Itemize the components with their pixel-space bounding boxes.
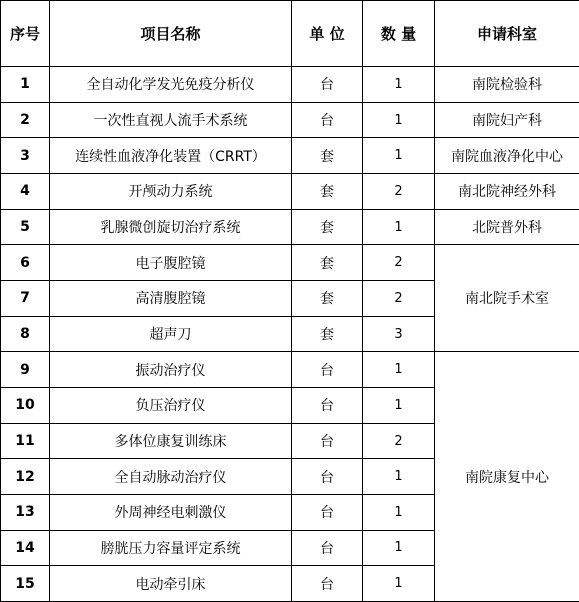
row-unit: 台 [292, 423, 363, 459]
row-name: 超声刀 [50, 316, 292, 352]
row-qty: 1 [363, 566, 435, 602]
header-no: 序号 [1, 1, 50, 67]
row-name: 多体位康复训练床 [50, 423, 292, 459]
row-qty: 2 [363, 245, 435, 281]
header-qty: 数 量 [363, 1, 435, 67]
table-row [1, 102, 579, 138]
row-unit: 套 [292, 138, 363, 174]
row-no: 1 [1, 67, 50, 103]
row-unit: 台 [292, 494, 363, 530]
row-qty: 1 [363, 388, 435, 424]
row-name: 全自动脉动治疗仪 [50, 459, 292, 495]
row-dept: 南院检验科 [435, 67, 579, 103]
row-dept: 南院血液净化中心 [435, 138, 579, 174]
row-qty: 2 [363, 174, 435, 210]
row-name: 振动治疗仪 [50, 352, 292, 388]
row-name: 负压治疗仪 [50, 388, 292, 424]
header-name: 项目名称 [50, 1, 292, 67]
row-unit: 套 [292, 209, 363, 245]
row-unit: 台 [292, 388, 363, 424]
row-no: 4 [1, 174, 50, 210]
row-unit: 台 [292, 102, 363, 138]
header-row [1, 1, 579, 67]
row-name: 开颅动力系统 [50, 174, 292, 210]
row-qty: 1 [363, 209, 435, 245]
row-qty: 1 [363, 138, 435, 174]
row-name: 膀胱压力容量评定系统 [50, 530, 292, 566]
row-unit: 台 [292, 67, 363, 103]
row-qty: 1 [363, 530, 435, 566]
row-name: 电子腹腔镜 [50, 245, 292, 281]
row-qty: 1 [363, 102, 435, 138]
row-unit: 台 [292, 352, 363, 388]
row-unit: 台 [292, 530, 363, 566]
row-no: 13 [1, 494, 50, 530]
row-dept: 南院妇产科 [435, 102, 579, 138]
row-name: 全自动化学发光免疫分析仪 [50, 67, 292, 103]
row-name: 电动牵引床 [50, 566, 292, 602]
row-unit: 套 [292, 316, 363, 352]
row-no: 7 [1, 281, 50, 317]
row-no: 3 [1, 138, 50, 174]
row-no: 12 [1, 459, 50, 495]
header-dept: 申请科室 [435, 1, 579, 67]
row-unit: 套 [292, 281, 363, 317]
row-qty: 1 [363, 494, 435, 530]
header-unit: 单 位 [292, 1, 363, 67]
row-dept-merged: 南院康复中心 [435, 352, 579, 602]
row-qty: 1 [363, 352, 435, 388]
table-row [1, 67, 579, 103]
row-qty: 2 [363, 423, 435, 459]
row-no: 8 [1, 316, 50, 352]
row-dept-merged: 南北院手术室 [435, 245, 579, 352]
row-unit: 套 [292, 245, 363, 281]
row-name: 一次性直视人流手术系统 [50, 102, 292, 138]
table-row [1, 209, 579, 245]
row-name: 连续性血液净化装置（CRRT） [50, 138, 292, 174]
row-name: 高清腹腔镜 [50, 281, 292, 317]
row-qty: 3 [363, 316, 435, 352]
row-unit: 台 [292, 459, 363, 495]
row-name: 外周神经电刺激仪 [50, 494, 292, 530]
row-no: 6 [1, 245, 50, 281]
row-no: 2 [1, 102, 50, 138]
row-no: 15 [1, 566, 50, 602]
row-no: 9 [1, 352, 50, 388]
row-dept: 南北院神经外科 [435, 174, 579, 210]
row-unit: 套 [292, 174, 363, 210]
row-qty: 1 [363, 459, 435, 495]
table-row [1, 174, 579, 210]
row-no: 5 [1, 209, 50, 245]
row-name: 乳腺微创旋切治疗系统 [50, 209, 292, 245]
row-no: 14 [1, 530, 50, 566]
row-unit: 台 [292, 566, 363, 602]
row-qty: 2 [363, 281, 435, 317]
table-row [1, 245, 579, 281]
table-row [1, 352, 579, 388]
row-no: 10 [1, 388, 50, 424]
table-row [1, 138, 579, 174]
row-qty: 1 [363, 67, 435, 103]
row-dept: 北院普外科 [435, 209, 579, 245]
row-no: 11 [1, 423, 50, 459]
